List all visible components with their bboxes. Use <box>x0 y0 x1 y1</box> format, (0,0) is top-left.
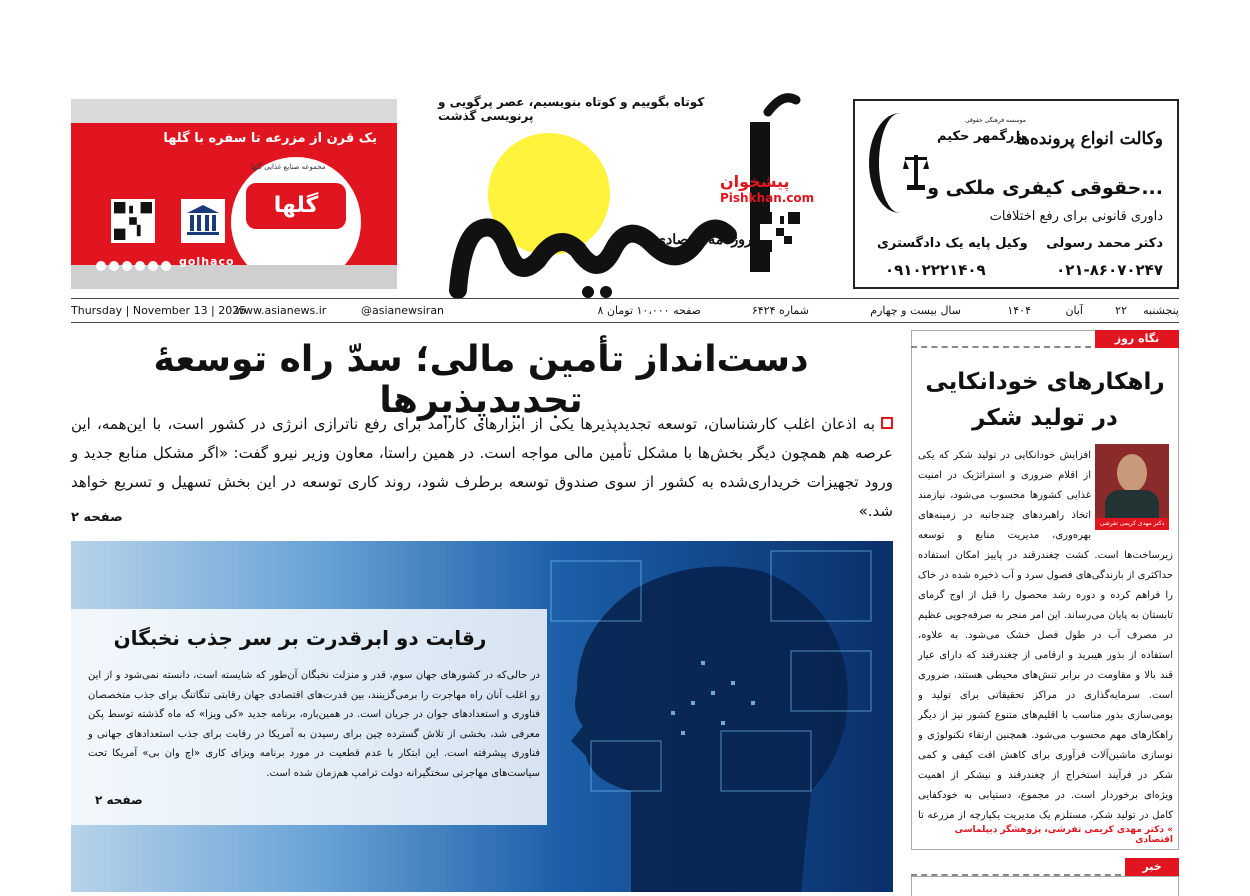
lead-headline[interactable]: دست‌انداز تأمین مالی؛ سدّ راه توسعهٔ تجدیدپذیرها <box>153 339 809 421</box>
hero-body: در حالی‌که در کشورهای جهان سوم، قدر و منزلت نخبگان آن‌طور که شایسته است، دانسته نمی‌شود و از این رو اغلب آنان راه مهاجرت را برمی‌گزینند، بین قدرت‌های اقتصادی جهان رقابتی تنگاتنگ برای جذب متخصصان فناوری و استعدادهای جوان در جریان است. در همین‌باره، برنامه جدید «کی ویزا» که ماه گذشته توسط پکن معرفی شد، بخشی از تلاش گسترده چین برای رسیدن به آمریکا در رقابت برای جذب استعدادهای جهانی و فناوری پیشرفته است. این ابتکار با عدم قطعیت در مورد برنامه ویزای کاری «اچ وان بی» آمریکا تحت سیاست‌های مهاجرتی سختگیرانه دولت ترامپ هم‌زمان شده است. <box>88 670 540 779</box>
masthead-slogan: کوتاه بگوییم و کوتاه بنویسیم، عصر پرگویی و پرنویسی گذشت <box>438 95 705 123</box>
unesco-logo-icon <box>181 199 225 243</box>
lawyer-title: وکیل پایه یک دادگستری <box>877 236 1028 251</box>
sidebar-signature: » دکتر مهدی کریمی تفرشی، پژوهشگر دیپلماسی اقتصادی <box>954 825 1173 845</box>
social-media-icons[interactable] <box>95 260 175 272</box>
ad-headline: وکالت انواع پرونده‌ها <box>1015 129 1163 149</box>
issue-day-number: ۲۲ <box>1115 304 1127 317</box>
instagram-handle[interactable]: @asianewsiran <box>361 304 445 317</box>
masthead-qr-code-icon[interactable] <box>760 212 800 252</box>
volume-number: سال بیست و چهارم <box>870 304 961 317</box>
ad-services: حقوقی کیفری ملکی و... <box>927 177 1163 199</box>
phone-landline[interactable]: ۰۲۱-۸۶۰۷۰۲۴۷ <box>1056 261 1163 279</box>
masthead-subtitle: روزنامه اقتصادی <box>655 232 752 248</box>
pishkhan-name: پیشخوان <box>720 172 790 191</box>
ad-arbitration: داوری قانونی برای رفع اختلافات <box>989 209 1163 224</box>
brand-name: بزرگمهر حکیم <box>937 129 1028 144</box>
lead-page-ref[interactable]: صفحه ۲ <box>71 510 123 525</box>
lead-body <box>71 410 893 526</box>
brand-subtitle: موسسه فرهنگی حقوقی <box>965 117 1026 124</box>
info-bottom-rule <box>71 322 1179 323</box>
golha-logo-text: گلها <box>246 183 346 229</box>
lawyer-name: دکتر محمد رسولی <box>1046 236 1163 251</box>
photo-float-spacer <box>1091 446 1173 536</box>
phone-mobile[interactable]: ۰۹۱۰۲۲۲۱۴۰۹ <box>885 261 986 279</box>
ad-slogan: یک قرن از مزرعه تا سفره با گلها <box>163 131 377 146</box>
news-box <box>911 876 1179 896</box>
issue-info-bar <box>71 304 1179 320</box>
author-caption: دکتر مهدی کریمی تفرشی <box>1095 518 1169 530</box>
golha-website[interactable]: golhaco <box>179 255 235 268</box>
ad-spice-strip <box>71 99 397 123</box>
lawyer-ad[interactable] <box>853 99 1179 289</box>
pishkhan-label[interactable] <box>720 172 814 205</box>
top-rule <box>71 298 1179 299</box>
issue-month: آبان <box>1065 304 1083 317</box>
pishkhan-site: Pishkhan.com <box>720 191 815 205</box>
sidebar-tag: نگاه روز <box>1095 330 1179 348</box>
sidebar-body <box>918 446 1173 821</box>
qr-code-icon[interactable] <box>111 199 155 243</box>
lead-text: به اذعان اغلب کارشناسان، توسعه تجدیدپذیرها یکی از ابزارهای کارآمد برای رفع ناترازی انرژی در کشور است، با این‌همه، این عرصه هم همچون دیگر بخش‌ها با مشکل تأمین مالی مواجه است. در همین راستا، معاون وزیر نیرو گفت: «اگر مشکل منابع جدید و ورود تجهیزات خریداری‌شده به کشور از سوی صندوق توسعه برطرف شود، روند کاری توسعه در این بخش تسهیل و تسریع خواهد شد.» <box>71 415 893 520</box>
sidebar-tag-dots <box>911 346 1091 350</box>
pages-price: ۸ صفحه ۱۰،۰۰۰ تومان <box>597 304 701 317</box>
news-tag: خبر <box>1125 858 1179 876</box>
sidebar-title[interactable]: راهکارهای خودانکایی در تولید شکر <box>925 369 1165 431</box>
date-english: Thursday | November 13 | 2025 <box>71 304 247 317</box>
hero-page-ref[interactable]: صفحه ۲ <box>95 793 143 807</box>
social-icons[interactable] <box>95 257 175 276</box>
justice-scale-icon <box>903 151 929 191</box>
golha-ad[interactable] <box>71 99 397 289</box>
website-link[interactable]: www.asianews.ir <box>235 304 327 317</box>
golha-logo-subtitle: مجموعه صنایع غذایی گلها <box>251 163 326 171</box>
issue-day: پنجشنبه <box>1143 304 1179 317</box>
sidebar-text: افزایش خودانکایی در تولید شکر که یکی از اقلام ضروری و استراتژیک در امنیت غذایی کشورها محسوب می‌شود، نیازمند اتخاذ راهبردهای چندجانبه در زمینه‌های بهره‌وری، مدیریت منابع و توسعه زیرساخت‌ها است. کشت چغندرقند در پاییز امکان استفاده حداکثری از بارندگی‌های فصول سرد و آب ذخیره شده در خاک را فراهم کرده و دوره رشد محصول را قبل از اوج گرمای تابستان به پایان می‌رساند. این امر منجر به صرفه‌جویی عظیم در مصرف آب در طول فصل خشک می‌شود. به علاوه، استفاده از بذور هیبرید و ارقامی از چغندرقند که دارای عیار قند بالا و مقاومت در برابر تنش‌های محیطی هستند، ضروری است. سرمایه‌گذاری در مراکز تحقیقاتی برای تولید و بومی‌سازی بذور مناسب با اقلیم‌های متنوع کشور نیز از دیگر راهکارهای مهم محسوب می‌شود. همچنین ارتقاء تکنولوژی و نوسازی ماشین‌آلات فرآوری برای کاهش افت کیفی و کمی شکر در فرآیند استخراج از چغندرقند و نیشکر از اهمیت ویژه‌ای برخوردار است. در مجموع، دستیابی به خودکفایی کامل در تولید شکر، مستلزم یک مدیریت یکپارچه از مزرعه تا <box>918 450 1173 821</box>
issue-year: ۱۴۰۴ <box>1007 304 1031 317</box>
hero-headline[interactable]: رقابت دو ابرقدرت بر سر جذب نخبگان <box>113 626 487 650</box>
bullet-icon <box>881 417 893 429</box>
issue-number: شماره ۶۴۲۴ <box>751 304 809 317</box>
